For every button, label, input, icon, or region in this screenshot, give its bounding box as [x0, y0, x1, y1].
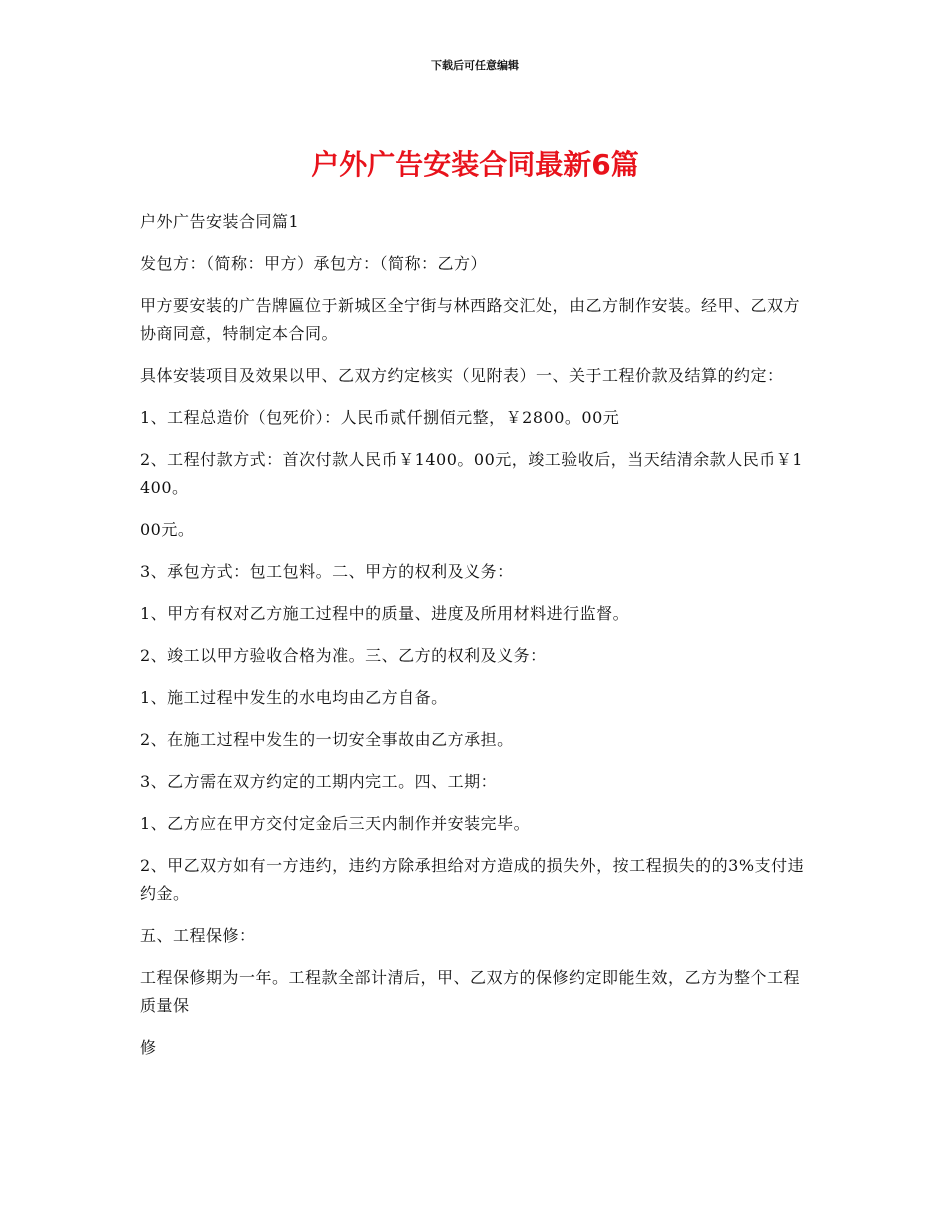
paragraph-party-a-supervision: 1、甲方有权对乙方施工过程中的质量、进度及所用材料进行监督。: [140, 604, 630, 623]
paragraph-breach: 2、甲乙双方如有一方违约，违约方除承担给对方造成的损失外，按工程损失的的3%支付违约金。: [140, 856, 805, 903]
paragraph-contract-method: 3、承包方式：包工包料。二、甲方的权利及义务：: [140, 562, 514, 581]
paragraph-section-heading: 户外广告安装合同篇1: [140, 212, 300, 231]
paragraph-completion: 3、乙方需在双方约定的工期内完工。四、工期：: [140, 772, 498, 791]
paragraph-acceptance: 2、竣工以甲方验收合格为准。三、乙方的权利及义务：: [140, 646, 547, 665]
paragraph-safety: 2、在施工过程中发生的一切安全事故由乙方承担。: [140, 730, 514, 749]
document-body: [140, 208, 810, 1076]
paragraph-warranty-continued: 修: [140, 1038, 157, 1057]
document-title: 户外广告安装合同最新6篇: [311, 148, 639, 181]
paragraph-schedule: 1、乙方应在甲方交付定金后三天内制作并安装完毕。: [140, 814, 531, 833]
paragraph-project-scope: 具体安装项目及效果以甲、乙双方约定核实（见附表）一、关于工程价款及结算的约定：: [140, 366, 784, 385]
paragraph-utilities: 1、施工过程中发生的水电均由乙方自备。: [140, 688, 448, 707]
paragraph-parties: 发包方：（简称：甲方）承包方：（简称：乙方）: [140, 254, 488, 273]
paragraph-warranty-heading: 五、工程保修：: [140, 926, 256, 945]
page-header-note: 下载后可任意编辑: [431, 59, 519, 72]
paragraph-warranty-terms: 工程保修期为一年。工程款全部计清后，甲、乙双方的保修约定即能生效，乙方为整个工程质量保: [140, 968, 801, 1015]
paragraph-total-price: 1、工程总造价（包死价）：人民币贰仟捌佰元整，￥2800。00元: [140, 408, 620, 427]
paragraph-intro: 甲方要安装的广告牌匾位于新城区全宁街与林西路交汇处，由乙方制作安装。经甲、乙双方协商同意，特制定本合同。: [140, 296, 801, 343]
paragraph-payment-method: 2、工程付款方式：首次付款人民币￥1400。00元，竣工验收后，当天结清余款人民币￥1400。: [140, 450, 803, 497]
paragraph-payment-continued: 00元。: [140, 520, 195, 539]
